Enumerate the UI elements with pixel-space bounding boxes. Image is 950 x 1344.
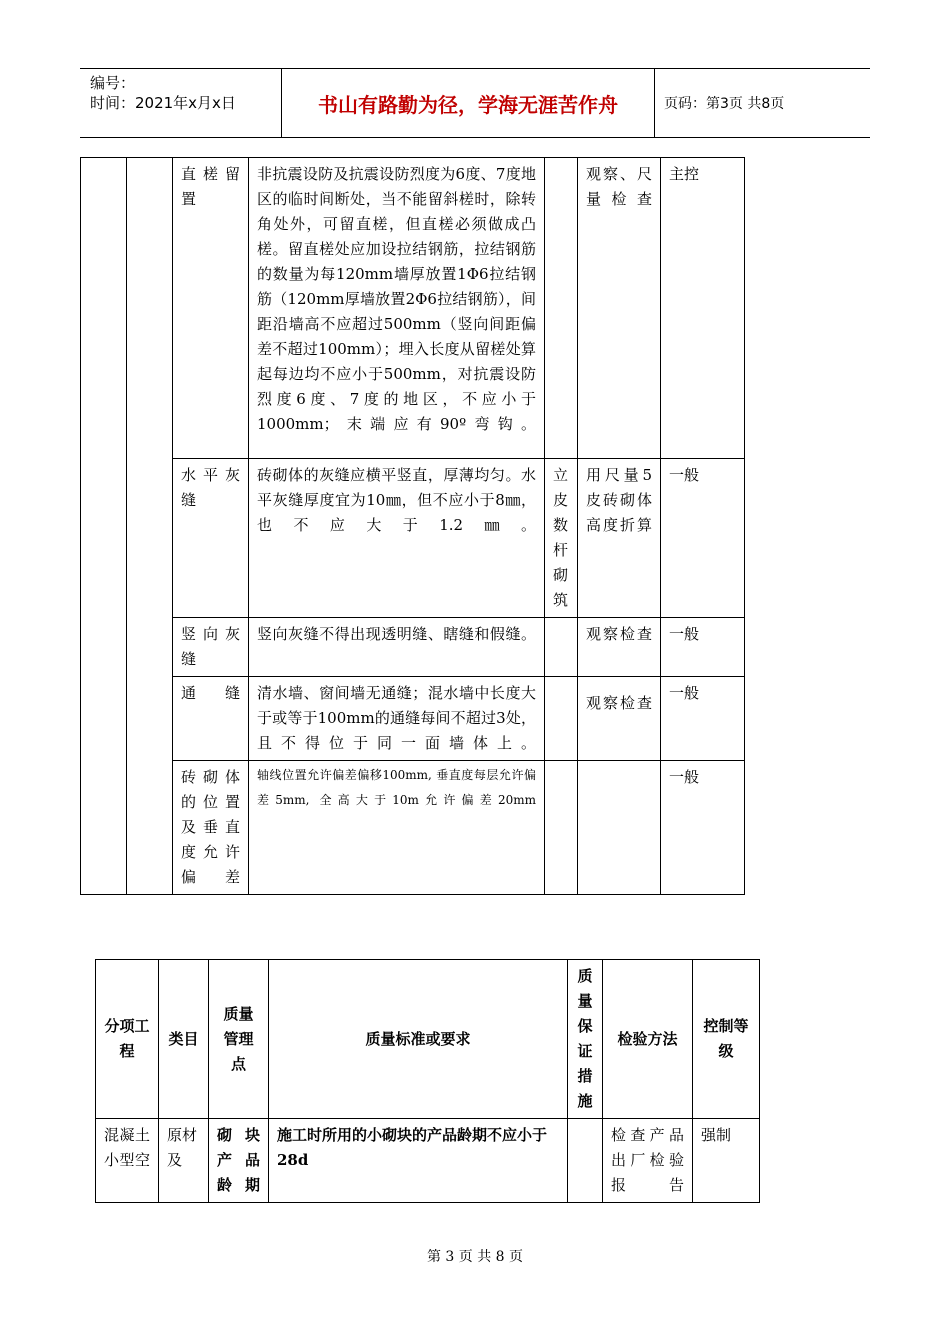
table-row	[81, 677, 745, 761]
category-cell: 原材及	[159, 1119, 209, 1203]
standard-cell: 竖向灰缝不得出现透明缝、瞎缝和假缝。	[249, 618, 545, 677]
standard-cell: 轴线位置允许偏差偏移100mm, 垂直度每层允许偏差5mm, 全高大于10m允许偏差20mm	[249, 761, 545, 895]
header-project: 分项工程	[96, 960, 159, 1119]
header-measure: 质量保证措施	[568, 960, 603, 1119]
table-row	[81, 459, 745, 618]
project-cell	[81, 158, 127, 895]
header-category: 类目	[159, 960, 209, 1119]
level-cell: 一般	[661, 761, 745, 895]
standard-cell: 施工时所用的小砌块的产品龄期不应小于28d	[269, 1119, 568, 1203]
level-cell: 强制	[693, 1119, 760, 1203]
quality-table-brick	[80, 157, 745, 895]
table-row	[81, 618, 745, 677]
table-row	[96, 1119, 760, 1203]
header-motto: 书山有路勤为径，学海无涯苦作舟	[318, 92, 618, 117]
category-cell	[127, 158, 173, 895]
item-cell: 水平灰缝	[173, 459, 249, 618]
measure-cell: 立皮数杆砌筑	[545, 459, 578, 618]
method-cell: 检查产品出厂检验报告	[603, 1119, 693, 1203]
method-cell: 观察检查	[578, 677, 661, 761]
header-standard: 质量标准或要求	[269, 960, 568, 1119]
measure-cell	[568, 1119, 603, 1203]
header-row	[96, 960, 760, 1119]
header-point: 质量管理点	[209, 960, 269, 1119]
measure-cell	[545, 677, 578, 761]
standard-cell: 非抗震设防及抗震设防烈度为6度、7度地区的临时间断处，当不能留斜槎时，除转角处外，可留直槎，但直槎必须做成凸槎。留直槎处应加设拉结钢筋，拉结钢筋的数量为每120mm墙厚放置1Φ6拉结钢筋（120mm厚墙放置2Φ6拉结钢筋），间距沿墙高不应超过500mm（竖向间距偏差不超过100mm）；埋入长度从留槎处算起每边均不应小于500mm，对抗震设防烈度6度、7度的地区，不应小于1000mm；末端应有90º弯钩。	[249, 158, 545, 459]
project-cell: 混凝土小型空	[96, 1119, 159, 1203]
item-cell: 直槎留置	[173, 158, 249, 459]
level-cell: 主控	[661, 158, 745, 459]
standard-cell: 清水墙、窗间墙无通缝；混水墙中长度大于或等于100mm的通缝每间不超过3处，且不得位于同一面墙体上。	[249, 677, 545, 761]
method-cell: 观察、尺量检查	[578, 158, 661, 459]
header-level: 控制等级	[693, 960, 760, 1119]
measure-cell	[545, 158, 578, 459]
header-method: 检验方法	[603, 960, 693, 1119]
measure-cell	[545, 618, 578, 677]
level-cell: 一般	[661, 618, 745, 677]
table-row	[81, 761, 745, 895]
page-footer: 第 3 页 共 8 页	[426, 1249, 524, 1265]
level-cell: 一般	[661, 459, 745, 618]
table-row	[81, 158, 745, 459]
method-cell: 观察检查	[578, 618, 661, 677]
item-cell: 竖向灰缝	[173, 618, 249, 677]
method-cell: 用尺量5皮砖砌体高度折算	[578, 459, 661, 618]
header-meta	[90, 73, 280, 113]
item-cell: 砖砌体的位置及垂直度允许偏差	[173, 761, 249, 895]
number-label: 编号：	[90, 74, 136, 92]
header-divider	[654, 69, 655, 137]
measure-cell	[545, 761, 578, 895]
item-cell: 通缝	[173, 677, 249, 761]
method-cell	[578, 761, 661, 895]
standard-cell: 砖砌体的灰缝应横平竖直，厚薄均匀。水平灰缝厚度宜为10㎜，但不应小于8㎜，也不应大于1.2㎜。	[249, 459, 545, 618]
level-cell: 一般	[661, 677, 745, 761]
point-cell: 砌块产品龄期	[209, 1119, 269, 1203]
page-header	[80, 68, 870, 138]
date-label: 时间：2021年x月x日	[90, 94, 236, 112]
quality-table-block	[95, 959, 760, 1203]
header-page-label: 页码：第3页 共8页	[664, 96, 785, 112]
